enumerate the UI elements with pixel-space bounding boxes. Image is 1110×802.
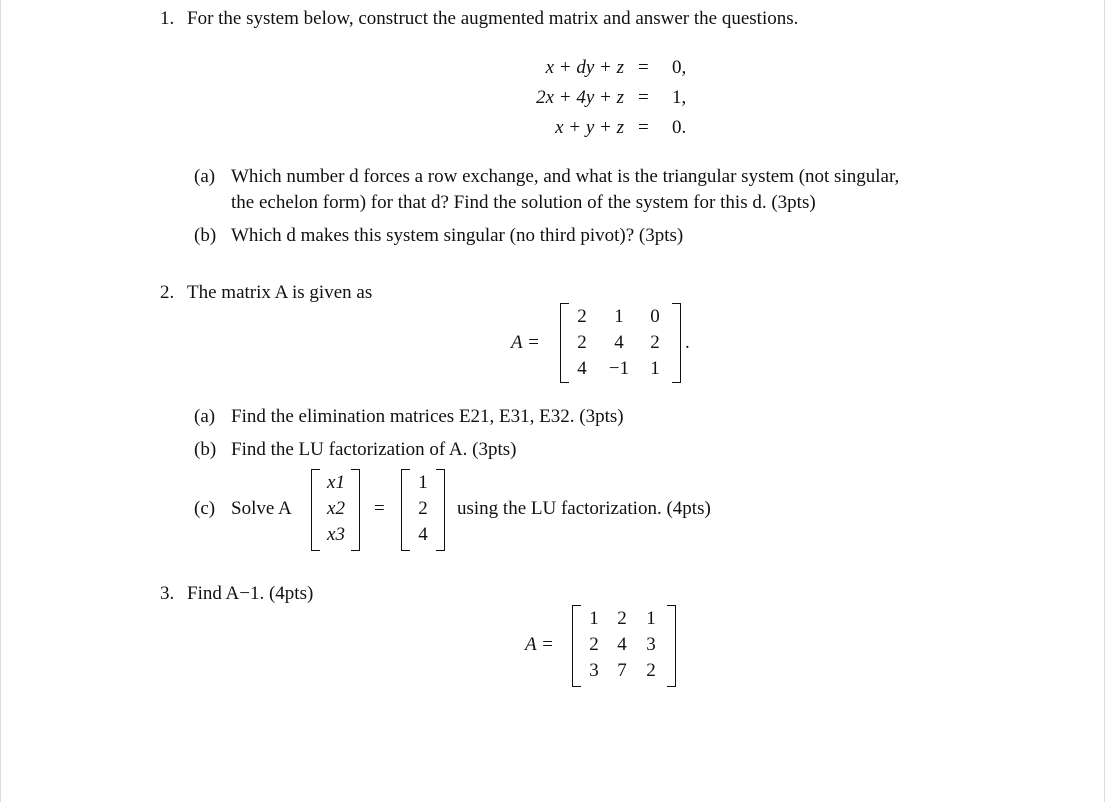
matrix-a-cell-1-2: 1: [614, 306, 624, 327]
problem-2a-label: (a): [194, 406, 216, 427]
problem-1-intro: For the system below, construct the augmented matrix and answer the questions.: [187, 8, 799, 29]
matrix-a3-cell-2-3: 3: [646, 634, 656, 655]
left-page-edge: [0, 0, 1, 802]
matrix-a-cell-2-3: 2: [650, 332, 660, 353]
problem-2-number: 2.: [160, 282, 175, 303]
equation-2-rhs: 1,: [672, 87, 687, 108]
matrix-a3-cell-1-3: 1: [646, 608, 656, 629]
problem-2b-label: (b): [194, 439, 217, 460]
problem-2a-text: Find the elimination matrices E21, E31, E32. (3pts): [231, 406, 624, 427]
problem-1a-text-line1: Which number d forces a row exchange, and what is the triangular system (not singular,: [231, 166, 900, 187]
problem-1b-text: Which d makes this system singular (no third pivot)? (3pts): [231, 225, 684, 246]
matrix-a3-cell-3-1: 3: [589, 660, 599, 681]
b-vector-entry-3: 4: [418, 524, 428, 545]
b-vector-entry-2: 2: [418, 498, 428, 519]
right-page-edge: [1104, 0, 1105, 802]
equation-3-equals: =: [638, 117, 649, 138]
equation-1-rhs: 0,: [672, 57, 687, 78]
equation-3-lhs: x + y + z: [555, 117, 624, 138]
problem-3-number: 3.: [160, 583, 175, 604]
equation-1-lhs: x + dy + z: [545, 57, 624, 78]
x-vector-entry-1: x1: [327, 472, 345, 493]
matrix-a3-label: A =: [525, 634, 554, 655]
problem-2c-equals: =: [374, 498, 385, 519]
problem-2b-text: Find the LU factorization of A. (3pts): [231, 439, 517, 460]
problem-2-intro: The matrix A is given as: [187, 282, 373, 303]
equation-3-rhs: 0.: [672, 117, 687, 138]
matrix-a-cell-3-1: 4: [577, 358, 587, 379]
problem-2c-label: (c): [194, 498, 216, 519]
problem-3-intro: Find A−1. (4pts): [187, 583, 314, 604]
problem-2c-prefix: Solve A: [231, 498, 292, 519]
matrix-a3-cell-3-2: 7: [617, 660, 627, 681]
problem-1-number: 1.: [160, 8, 175, 29]
x-vector-entry-2: x2: [327, 498, 345, 519]
matrix-a3-cell-2-2: 4: [617, 634, 627, 655]
equation-1-equals: =: [638, 57, 649, 78]
problem-1a-text-line2: the echelon form) for that d? Find the solution of the system for this d. (3pts): [231, 192, 816, 213]
equation-2-lhs: 2x + 4y + z: [536, 87, 624, 108]
matrix-a-cell-3-2: −1: [608, 358, 630, 379]
problem-2c-suffix: using the LU factorization. (4pts): [457, 498, 711, 519]
matrix-a3-cell-2-1: 2: [589, 634, 599, 655]
matrix-a3-cell-3-3: 2: [646, 660, 656, 681]
matrix-a-cell-1-1: 2: [577, 306, 587, 327]
equation-2-equals: =: [638, 87, 649, 108]
b-vector-entry-1: 1: [418, 472, 428, 493]
matrix-a-cell-3-3: 1: [650, 358, 660, 379]
matrix-a3-cell-1-2: 2: [617, 608, 627, 629]
problem-1b-label: (b): [194, 225, 217, 246]
matrix-a-label: A =: [511, 332, 540, 353]
problem-1a-label: (a): [194, 166, 216, 187]
matrix-a3-cell-1-1: 1: [589, 608, 599, 629]
matrix-a-cell-2-2: 4: [614, 332, 624, 353]
matrix-trailing-period: .: [685, 332, 690, 353]
x-vector-entry-3: x3: [327, 524, 345, 545]
matrix-a-cell-2-1: 2: [577, 332, 587, 353]
matrix-a-cell-1-3: 0: [650, 306, 660, 327]
